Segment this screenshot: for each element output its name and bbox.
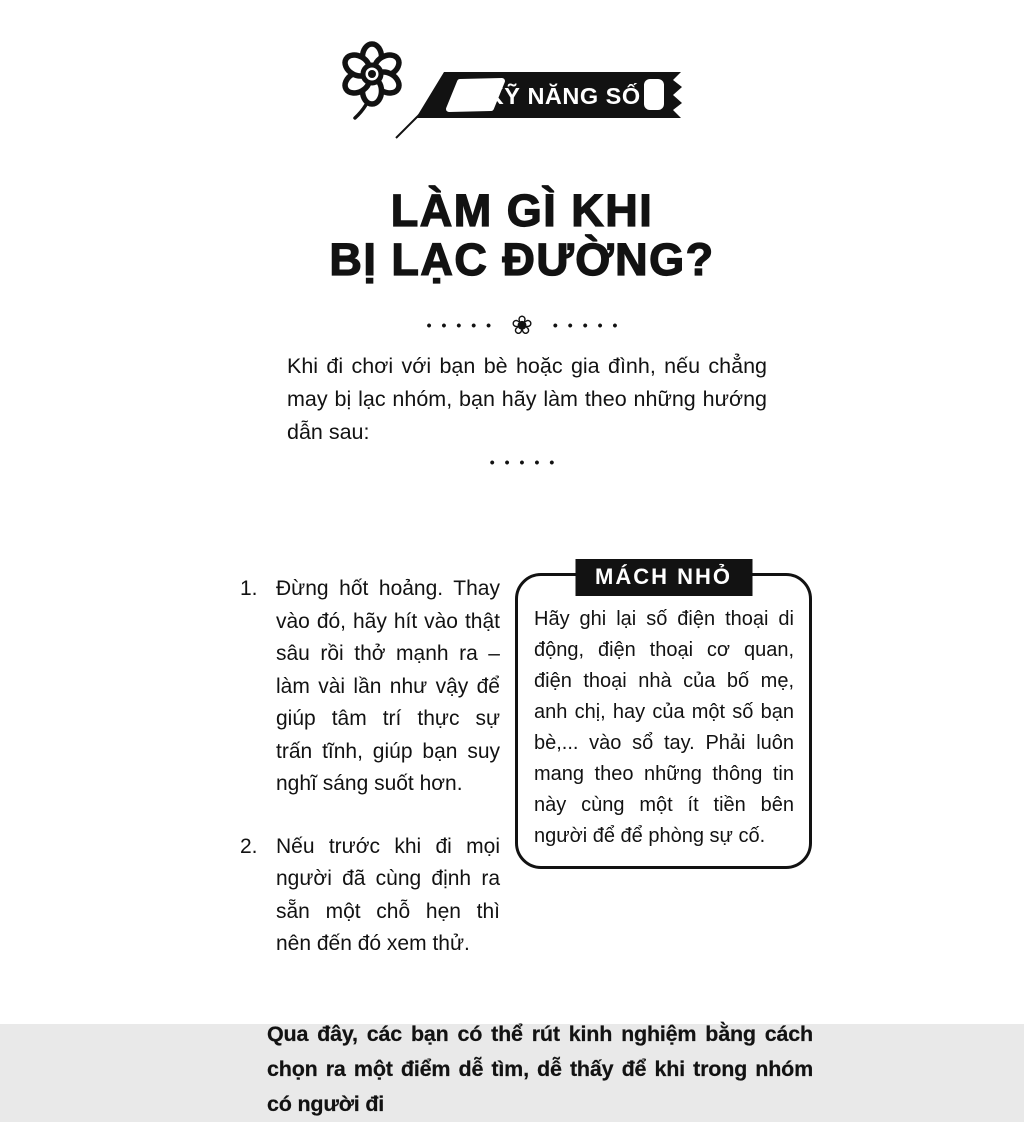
chapter-badge-ribbon [390,66,686,140]
separator-flower-icon: ❀ [511,310,533,340]
steps-list [232,573,500,991]
dots-separator [232,451,812,473]
main-columns [232,564,812,991]
separator-dots-left: ••••• [426,317,502,333]
separator-dots-right: ••••• [552,317,628,333]
page-title-line2: BỊ LẠC ĐƯỜNG? [329,234,715,285]
list-item [240,831,500,961]
separator-dots-bottom: ••••• [489,454,565,470]
step-number: 1. [240,577,258,600]
flower-separator [232,310,812,340]
tip-box [515,564,812,869]
step-text: Đừng hốt hoảng. Thay vào đó, hãy hít vào thật sâu rồi thở mạnh ra – làm vài lần như vậy để giúp tâm trí thực sự trấn tĩnh, giúp bạn suy nghĩ sáng suốt hơn. [276,577,500,795]
step-text: Nếu trước khi đi mọi người đã cùng định ra sẵn một chỗ hẹn thì nên đến đó xem thử. [276,834,500,955]
closing-paragraph: Qua đây, các bạn có thể rút kinh nghiệm bằng cách chọn ra một điểm dễ tìm, dễ thấy để khi trong nhóm có người đi [267,1021,813,1116]
step-number: 2. [240,834,258,858]
tip-box-label: MÁCH NHỎ [575,559,752,596]
list-item [240,573,500,801]
page-title-line1: LÀM GÌ KHI [390,185,654,236]
intro-paragraph: Khi đi chơi với bạn bè hoặc gia đình, nếu chẳng may bị lạc nhóm, bạn hãy làm theo những hướng dẫn sau: [287,354,767,444]
page-content [232,42,812,1122]
chapter-header [232,42,812,134]
tip-box-text: Hãy ghi lại số điện thoại di động, điện thoại cơ quan, điện thoại nhà của bố mẹ, anh chị, hay của một số bạn bè,... vào sổ tay. Phải luôn mang theo những thông tin này cùng một ít tiền bên người để để phòng sự cố. [534,608,794,847]
chapter-badge-label: KỸ NĂNG SỐ 2 [486,83,662,109]
page-title [232,186,812,284]
